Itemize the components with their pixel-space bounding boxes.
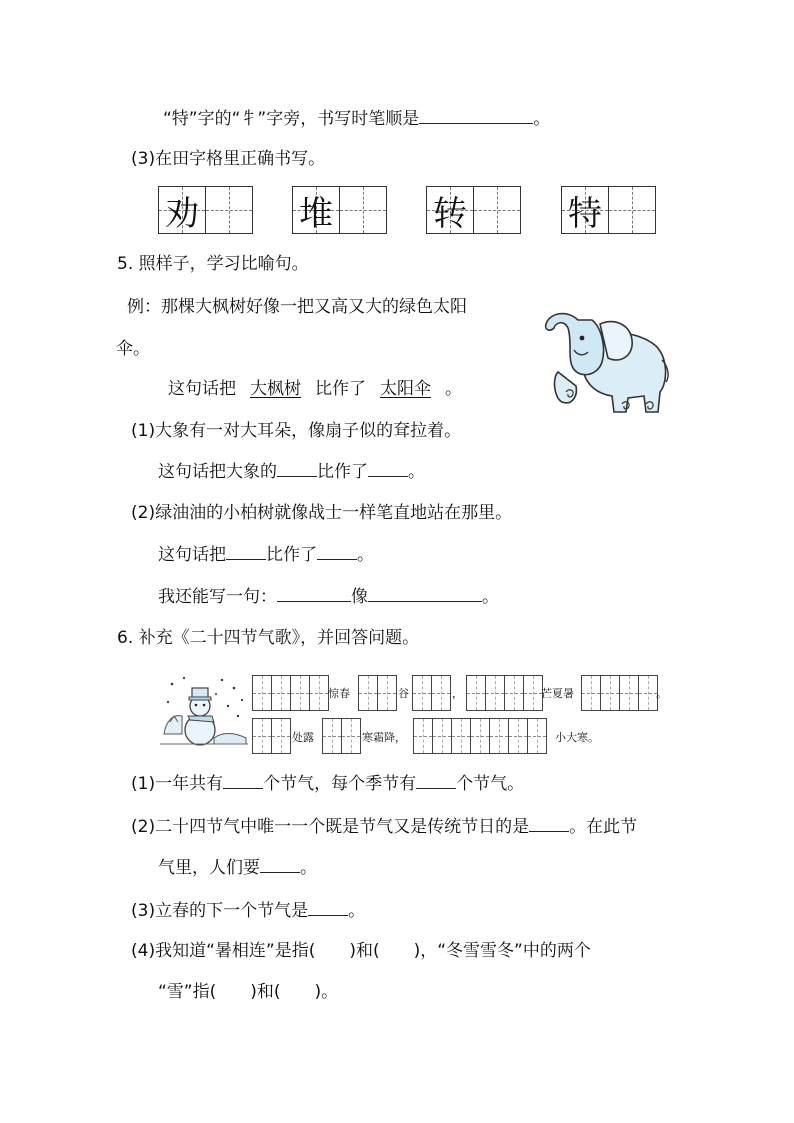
q5-sub1: (1)大象有一对大耳朵，像扇子似的耷拉着。 — [131, 421, 462, 441]
q5-sub2: (2)绿油油的小柏树就像战士一样笔直地站在那里。 — [131, 503, 513, 523]
stroke-order-blank[interactable] — [419, 107, 533, 124]
elephant-icon — [538, 300, 672, 418]
q6-sub2-line1: (2)二十四节气中唯一一个既是节气又是传统节日的是 。在此节 — [131, 817, 638, 837]
q6-sub2-line2: 气里，人们要 。 — [158, 858, 317, 878]
song-text: 谷 — [398, 687, 409, 700]
q5-title: 5. 照样子，学习比喻句。 — [117, 254, 309, 274]
tianzige-char: 堆 — [299, 193, 333, 234]
song-text: ， — [452, 687, 463, 700]
q5-example-line2: 伞。 — [116, 339, 150, 359]
s1-blank-1[interactable] — [223, 772, 263, 789]
song-grid-6[interactable] — [252, 718, 291, 754]
tianzige-char: 劝 — [165, 193, 199, 234]
sub2-blank-1[interactable] — [226, 543, 266, 560]
answer-umbrella: 太阳伞 — [380, 379, 431, 399]
q4-sub3-prompt: (3)在田字格里正确书写。 — [131, 149, 326, 169]
song-text: 寒霜降， — [362, 731, 406, 744]
tianzige-char: 转 — [433, 193, 467, 234]
q6-sub3: (3)立春的下一个节气是 。 — [131, 901, 366, 921]
s1-blank-2[interactable] — [416, 772, 456, 789]
tianzige-2[interactable] — [292, 186, 387, 234]
q5-example-analysis: 这句话把 大枫树 比作了 太阳伞 。 — [168, 379, 462, 399]
q6-sub1: (1)一年共有 个节气，每个季节有 个节气。 — [131, 774, 525, 794]
q6-title: 6. 补充《二十四节气歌》，并回答问题。 — [117, 628, 420, 648]
tianzige-1[interactable] — [158, 186, 253, 234]
answer-maple: 大枫树 — [250, 379, 301, 399]
q4-stroke-order-question: “特”字的“牜”字旁，书写时笔顺是 。 — [163, 109, 551, 129]
s2-blank-1[interactable] — [529, 815, 569, 832]
song-grid-5[interactable] — [581, 675, 658, 711]
song-text: 小大寒。 — [555, 731, 599, 744]
tianzige-char: 特 — [568, 193, 602, 234]
sub1-blank-1[interactable] — [277, 460, 317, 477]
song-grid-2[interactable] — [358, 675, 397, 711]
song-text: 。 — [656, 687, 667, 700]
q5-sub2-answer: 这句话把 比作了 。 — [158, 545, 374, 565]
q6-sub4-line1: (4)我知道“暑相连”是指( )和( )，“冬雪雪冬”中的两个 — [131, 941, 591, 961]
q6-sub4-line2: “雪”指( )和( )。 — [158, 982, 339, 1002]
song-grid-4[interactable] — [466, 675, 543, 711]
song-text: 处露 — [292, 731, 314, 744]
song-grid-7[interactable] — [322, 718, 361, 754]
own-blank-2[interactable] — [368, 585, 482, 602]
radical-niu: 牜 — [240, 109, 258, 129]
s2-blank-2[interactable] — [260, 856, 300, 873]
tianzige-3[interactable] — [426, 186, 521, 234]
s3-blank[interactable] — [308, 899, 348, 916]
sub1-blank-2[interactable] — [368, 460, 408, 477]
q5-sub1-answer: 这句话把大象的 比作了 。 — [158, 462, 425, 482]
song-grid-1[interactable] — [252, 675, 329, 711]
song-text: 惊春 — [328, 687, 350, 700]
own-blank-1[interactable] — [277, 585, 351, 602]
sub2-blank-2[interactable] — [317, 543, 357, 560]
snowman-icon — [160, 672, 248, 750]
q5-own-sentence: 我还能写一句： 像 。 — [158, 587, 499, 607]
tianzige-4[interactable] — [561, 186, 656, 234]
song-grid-3[interactable] — [412, 675, 451, 711]
q5-example-line1: 例：那棵大枫树好像一把又高又大的绿色太阳 — [127, 297, 467, 317]
song-text: 芒夏暑 — [541, 687, 574, 700]
song-grid-8[interactable] — [413, 718, 547, 754]
